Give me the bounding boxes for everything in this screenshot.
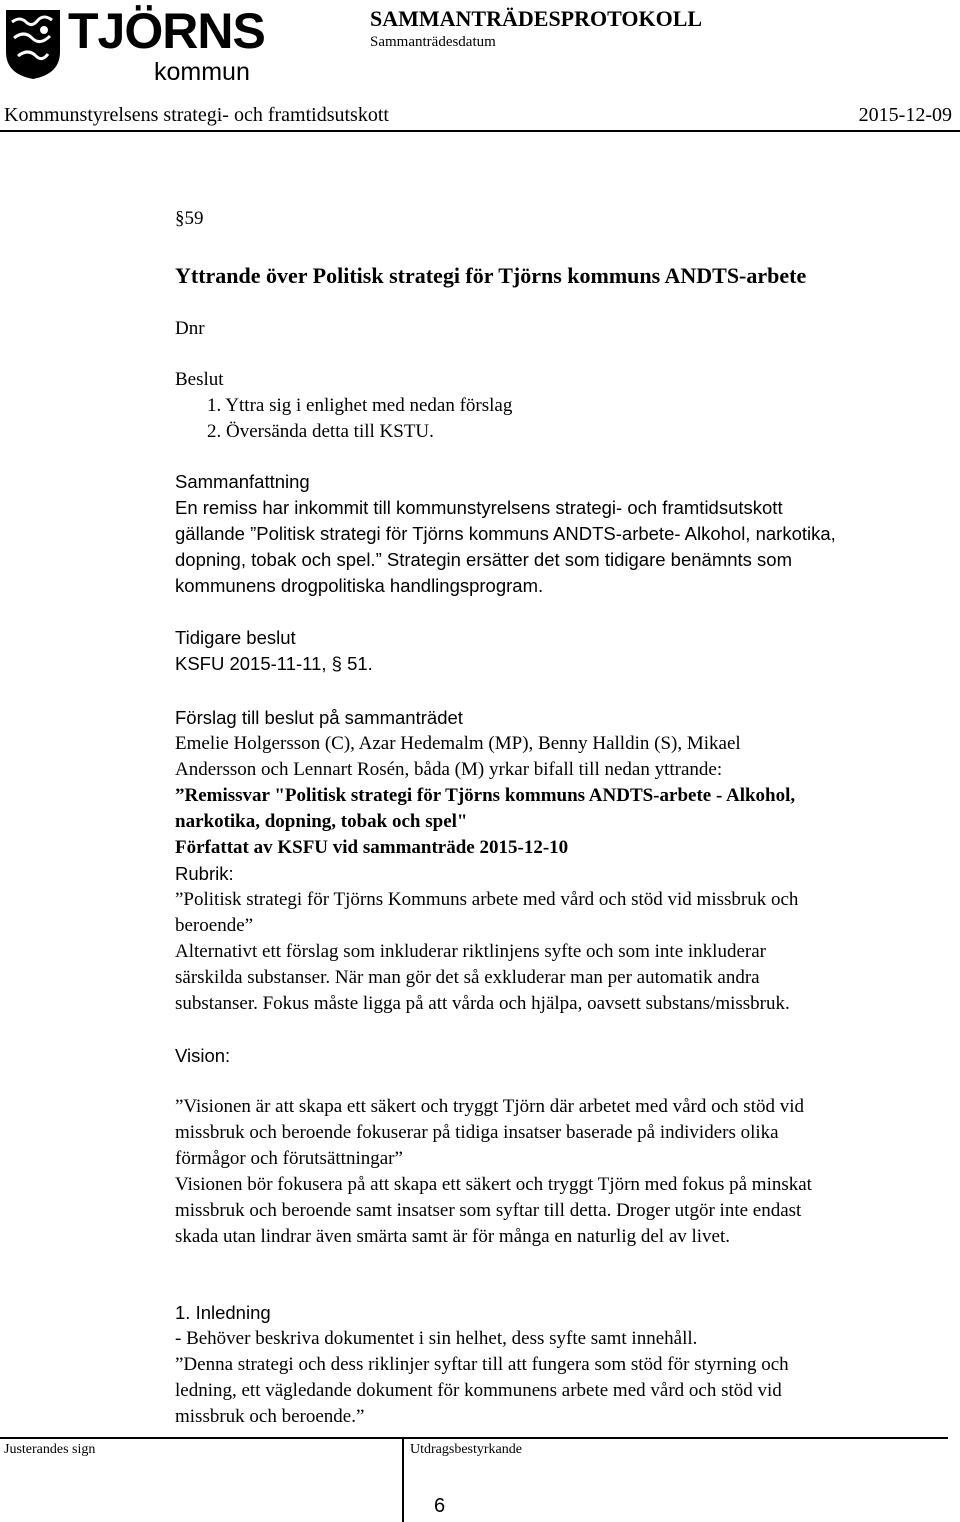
section-number: §59 xyxy=(175,208,204,229)
inledning-heading: 1. Inledning xyxy=(175,1302,271,1323)
sammanfattning-heading: Sammanfattning xyxy=(175,471,310,492)
vision-quote-line: missbruk och beroende fokuserar på tidiga insatser baserade på individers olika xyxy=(175,1122,779,1143)
sammanfattning-section xyxy=(175,469,945,599)
inledning-section xyxy=(175,1300,945,1430)
inledning-line: ledning, ett vägledande dokument för kommunens arbete med vård och stöd vid xyxy=(175,1380,782,1401)
tidigare-beslut-section xyxy=(175,625,945,677)
dnr-label: Dnr xyxy=(175,318,205,339)
vision-label: Vision: xyxy=(175,1045,231,1066)
page-title: Yttrande över Politisk strategi för Tjörns kommuns ANDTS-arbete xyxy=(175,263,807,288)
vision-section xyxy=(175,1094,945,1250)
inledning-line: missbruk och beroende.” xyxy=(175,1406,365,1427)
page-number: 6 xyxy=(434,1495,446,1517)
beslut-item: 1. Yttra sig i enlighet med nedan förslag xyxy=(207,395,513,416)
remissvar-title: narkotika, dopning, tobak och spel" xyxy=(175,811,468,832)
remissvar-title: ”Remissvar "Politisk strategi för Tjörns kommuns ANDTS-arbete - Alkohol, xyxy=(175,785,796,806)
logo-subtext: kommun xyxy=(154,58,250,86)
forslag-heading: Förslag till beslut på sammanträdet xyxy=(175,707,463,728)
header-divider xyxy=(0,130,960,132)
municipality-logo xyxy=(4,3,266,86)
rubrik-line: beroende” xyxy=(175,915,254,936)
sammanfattning-line: gällande ”Politisk strategi för Tjörns kommuns ANDTS-arbete- Alkohol, narkotika, xyxy=(175,523,836,544)
rubrik-label: Rubrik: xyxy=(175,863,234,884)
remissvar-author: Författat av KSFU vid sammanträde 2015-12-10 xyxy=(175,837,569,858)
vision-comment-line: Visionen bör fokusera på att skapa ett säkert och tryggt Tjörn med fokus på minskat xyxy=(175,1174,812,1195)
sammanfattning-line: kommunens drogpolitiska handlingsprogram. xyxy=(175,575,544,596)
committee-name: Kommunstyrelsens strategi- och framtidsutskott xyxy=(4,104,389,126)
justerandes-sign-label: Justerandes sign xyxy=(4,1442,96,1457)
meeting-date: 2015-12-09 xyxy=(858,104,952,126)
rubrik-line: ”Politisk strategi för Tjörns Kommuns arbete med vård och stöd vid missbruk och xyxy=(175,889,799,910)
footer-divider xyxy=(0,1437,948,1439)
forslag-body xyxy=(175,731,945,1017)
forslag-line: Emelie Holgersson (C), Azar Hedemalm (MP), Benny Halldin (S), Mikael xyxy=(175,733,741,754)
document-type: SAMMANTRÄDESPROTOKOLL xyxy=(370,6,703,31)
footer-vertical-divider xyxy=(402,1437,404,1522)
vision-quote-line: förmågor och förutsättningar” xyxy=(175,1148,403,1169)
coat-of-arms-icon xyxy=(4,8,62,80)
vision-comment-line: missbruk och beroende samt insatser som syftar till detta. Droger utgör inte endast xyxy=(175,1200,802,1221)
alternativ-line: substanser. Fokus måste ligga på att vårda och hjälpa, oavsett substans/missbruk. xyxy=(175,993,790,1014)
meeting-date-label: Sammanträdesdatum xyxy=(370,34,496,50)
sammanfattning-line: En remiss har inkommit till kommunstyrelsens strategi- och framtidsutskott xyxy=(175,497,783,518)
inledning-line: ”Denna strategi och dess riklinjer syftar till att fungera som stöd för styrning och xyxy=(175,1354,789,1375)
forslag-section xyxy=(175,705,945,731)
alternativ-line: särskilda substanser. När man gör det så exkluderar man per automatik andra xyxy=(175,967,760,988)
logo-text: TJÖRNS xyxy=(68,3,265,59)
vision-quote-line: ”Visionen är att skapa ett säkert och tryggt Tjörn där arbetet med vård och stöd vid xyxy=(175,1096,805,1117)
sammanfattning-line: dopning, tobak och spel.” Strategin ersätter det som tidigare benämnts som xyxy=(175,549,793,570)
vision-comment-line: skada utan lindrar även smärta samt är för många en naturlig del av livet. xyxy=(175,1226,731,1247)
inledning-line: - Behöver beskriva dokumentet i sin helhet, dess syfte samt innehåll. xyxy=(175,1328,698,1349)
tidigare-beslut-text: KSFU 2015-11-11, § 51. xyxy=(175,653,373,674)
beslut-item: 2. Översända detta till KSTU. xyxy=(207,421,434,442)
alternativ-line: Alternativt ett förslag som inkluderar riktlinjens syfte och som inte inkluderar xyxy=(175,941,766,962)
tidigare-beslut-heading: Tidigare beslut xyxy=(175,627,296,648)
beslut-heading: Beslut xyxy=(175,369,224,390)
beslut-section xyxy=(175,367,945,445)
utdragsbestyrkande-label: Utdragsbestyrkande xyxy=(410,1442,522,1457)
forslag-line: Andersson och Lennart Rosén, båda (M) yrkar bifall till nedan yttrande: xyxy=(175,759,723,780)
